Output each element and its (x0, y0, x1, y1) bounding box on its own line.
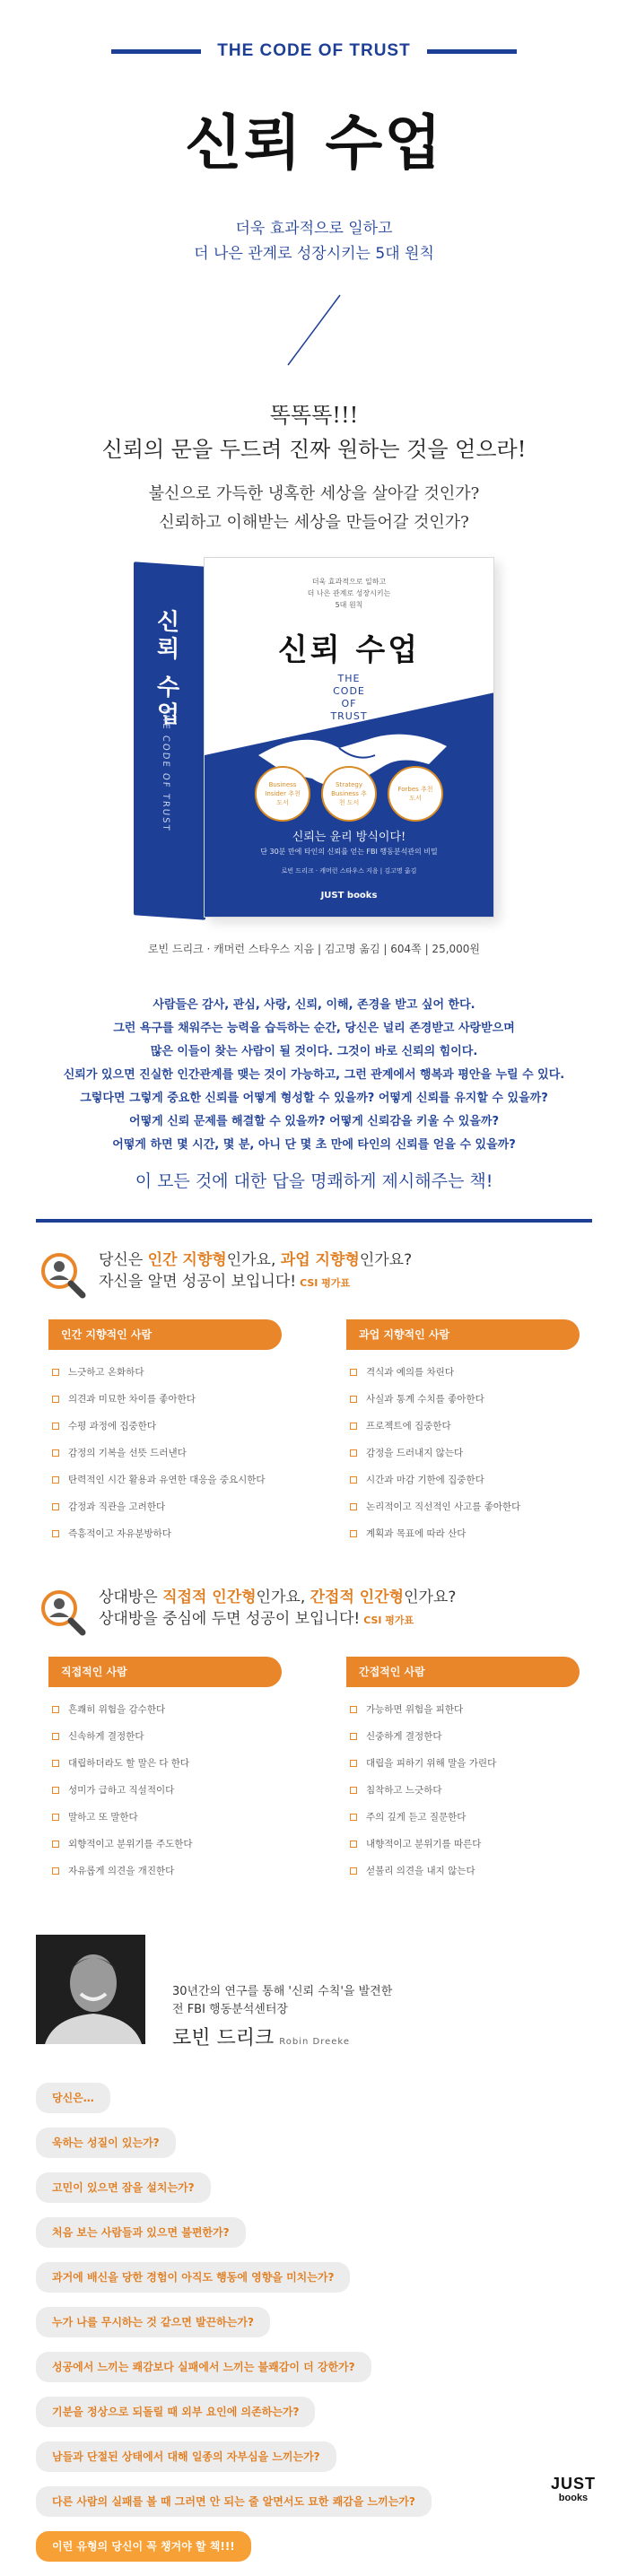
question-bubble: 고민이 있으면 잠을 설치는가? (36, 2172, 211, 2203)
q-text: 인가요, (256, 1588, 310, 1606)
header-eyebrow: THE CODE OF TRUST (217, 41, 411, 60)
book-front (204, 557, 494, 918)
checklist-item[interactable] (48, 1804, 282, 1831)
item-label: 수평 과정에 집중한다 (68, 1421, 156, 1432)
column-header: 직접적인 사람 (48, 1657, 282, 1687)
book-credits: 로빈 드리크 · 캐머런 스타우스 지음 | 김고명 옮김 | 604쪽 | 25,000원 (147, 943, 481, 955)
checkbox-icon[interactable] (350, 1530, 357, 1537)
checklist-item[interactable] (48, 1440, 282, 1466)
cover-badges (205, 766, 493, 822)
column-right (346, 1657, 580, 1884)
item-label: 침착하고 느긋하다 (366, 1785, 442, 1796)
cover-title: 신뢰 수업 (277, 632, 421, 668)
checkbox-icon[interactable] (350, 1423, 357, 1430)
author-name-english: Robin Dreeke (279, 2037, 351, 2047)
checklist-item[interactable] (346, 1750, 580, 1777)
desc-line-7: 어떻게 하면 몇 시간, 몇 분, 아니 단 몇 초 만에 타인의 신뢰를 얻을 수 있을까? (112, 1138, 516, 1152)
q-text: 당신은 (99, 1251, 148, 1269)
checklist (346, 1359, 580, 1547)
checklist-item[interactable] (48, 1493, 282, 1520)
question-bubble: 과거에 배신을 당한 경험이 아직도 행동에 영향을 미치는가? (36, 2262, 350, 2293)
author-line-2: 전 FBI 행동분석센터장 (172, 2003, 288, 2016)
q-highlight-2: 간접적 인간형 (310, 1588, 405, 1606)
badge-1: Business Insider 추천 도서 (255, 766, 310, 822)
quiz-question-line-2 (99, 1271, 412, 1294)
column-header: 과업 지향적인 사람 (346, 1319, 580, 1350)
csi-tag: CSI 평가표 (363, 1614, 414, 1626)
cover-quote: 신뢰는 윤리 방식이다! (292, 831, 406, 844)
checklist-item[interactable] (346, 1520, 580, 1547)
decorative-slash (0, 292, 628, 369)
checkbox-icon[interactable] (350, 1814, 357, 1821)
header-bar (0, 0, 628, 61)
bubble-row (36, 2307, 592, 2352)
book-cover (134, 557, 494, 918)
checklist-item[interactable] (346, 1440, 580, 1466)
hook-question (0, 480, 628, 537)
question-bubble: 당신은… (36, 2083, 110, 2113)
checkbox-icon[interactable] (350, 1449, 357, 1457)
quiz-question-line-1 (99, 1587, 456, 1608)
item-label: 대립하더라도 할 말은 다 한다 (68, 1758, 190, 1769)
hook-headline: 신뢰의 문을 두드려 진짜 원하는 것을 얻으라! (101, 437, 527, 462)
q-text: 인가요? (359, 1251, 413, 1269)
cover-publisher: JUST books (320, 891, 378, 901)
checkbox-icon[interactable] (52, 1503, 59, 1510)
checklist-item[interactable] (346, 1723, 580, 1750)
desc-line-3: 많은 이들이 찾는 사람이 될 것이다. 그것이 바로 신뢰의 힘이다. (150, 1045, 478, 1058)
checkbox-icon[interactable] (52, 1841, 59, 1848)
checklist-item[interactable] (346, 1831, 580, 1858)
checklist-item[interactable] (48, 1359, 282, 1386)
quiz-header (36, 1587, 592, 1637)
checkbox-icon[interactable] (350, 1867, 357, 1875)
q-text: 상대방을 중심에 두면 성공이 보입니다! (99, 1610, 361, 1628)
question-bubble: 성공에서 느끼는 쾌감보다 실패에서 느끼는 불쾌감이 더 강한가? (36, 2352, 371, 2382)
checklist-item[interactable] (48, 1831, 282, 1858)
closing-bubble: 이런 유형의 당신이 꼭 챙겨야 할 책!!! (36, 2531, 251, 2562)
bubble-row (36, 2172, 592, 2217)
checklist-item[interactable] (346, 1804, 580, 1831)
checkbox-icon[interactable] (52, 1787, 59, 1794)
question-bubble: 다른 사람의 실패를 볼 때 그러면 안 되는 줄 알면서도 묘한 쾌감을 느끼는가? (36, 2486, 432, 2517)
item-label: 가능하면 위험을 피한다 (366, 1704, 464, 1715)
spine-subtitle: THE CODE OF TRUST (161, 707, 170, 832)
q-highlight-1: 직접적 인간형 (162, 1588, 257, 1606)
q-highlight-2: 과업 지향형 (280, 1251, 360, 1269)
checkbox-icon[interactable] (350, 1841, 357, 1848)
magnifier-person-icon (36, 1587, 86, 1637)
item-label: 느긋하고 온화하다 (68, 1367, 144, 1378)
checkbox-icon[interactable] (350, 1476, 357, 1484)
checkbox-icon[interactable] (52, 1760, 59, 1767)
header-rule-right (427, 49, 517, 54)
subtitle-line-1: 더욱 효과적으로 일하고 (235, 220, 393, 238)
q-text: 인가요? (404, 1588, 457, 1606)
desc-line-4: 신뢰가 있으면 진실한 인간관계를 맺는 것이 가능하고, 그런 관계에서 행복과 평안을 누릴 수 있다. (63, 1068, 565, 1082)
checkbox-icon[interactable] (52, 1396, 59, 1403)
quiz-question (99, 1249, 412, 1294)
checklist-item[interactable] (346, 1777, 580, 1804)
item-label: 흔쾌히 위험을 감수한다 (68, 1704, 166, 1715)
quiz-question-line-2 (99, 1608, 456, 1632)
author-name: 로빈 드리크 (172, 2027, 275, 2049)
item-label: 의견과 미묘한 차이를 좋아한다 (68, 1394, 196, 1405)
q-text: 상대방은 (99, 1588, 163, 1606)
item-label: 신속하게 결정한다 (68, 1731, 144, 1742)
checklist-item[interactable] (48, 1858, 282, 1884)
checkbox-icon[interactable] (52, 1814, 59, 1821)
csi-tag: CSI 평가표 (300, 1277, 351, 1289)
column-header: 인간 지향적인 사람 (48, 1319, 282, 1350)
item-label: 감정의 기복을 선뜻 드러낸다 (68, 1448, 187, 1458)
item-label: 격식과 예의를 차린다 (366, 1367, 454, 1378)
column-right (346, 1319, 580, 1547)
checklist-item[interactable] (346, 1413, 580, 1440)
checkbox-icon[interactable] (350, 1503, 357, 1510)
item-label: 프로젝트에 집중한다 (366, 1421, 451, 1432)
item-label: 자유롭게 의견을 개진한다 (68, 1866, 175, 1876)
item-label: 주의 깊게 듣고 질문한다 (366, 1812, 467, 1823)
header-rule-left (111, 49, 201, 54)
quiz-question-line-1 (99, 1249, 412, 1271)
bubble-row (36, 2128, 592, 2172)
logo-books: books (558, 2493, 589, 2503)
checkbox-icon[interactable] (52, 1423, 59, 1430)
publisher-logo (551, 2476, 596, 2504)
author-photo (36, 1935, 145, 2044)
question-bubble: 욱하는 성질이 있는가? (36, 2128, 176, 2158)
question-bubble: 기분을 정상으로 되돌릴 때 외부 요인에 의존하는가? (36, 2397, 315, 2427)
item-label: 감정을 드러내지 않는다 (366, 1448, 464, 1458)
hook-knock: 똑똑똑!!! (269, 403, 359, 428)
column-header: 간접적인 사람 (346, 1657, 580, 1687)
bubble-row (36, 2352, 592, 2397)
checkbox-icon[interactable] (52, 1369, 59, 1376)
checklist-item[interactable] (346, 1386, 580, 1413)
bubble-row (36, 2531, 592, 2576)
item-label: 논리적이고 직선적인 사고를 좋아한다 (366, 1501, 521, 1512)
checklist-item[interactable] (346, 1858, 580, 1884)
bubble-row (36, 2441, 592, 2486)
item-label: 대립을 피하기 위해 말을 가린다 (366, 1758, 497, 1769)
desc-line-2: 그런 욕구를 채워주는 능력을 습득하는 순간, 당신은 널리 존경받고 사랑받으며 (113, 1022, 515, 1035)
checklist-item[interactable] (48, 1750, 282, 1777)
checklist-item[interactable] (48, 1386, 282, 1413)
item-label: 시간과 마감 기한에 집중한다 (366, 1475, 484, 1485)
hook-question-1: 불신으로 가득한 냉혹한 세상을 살아갈 것인가? (148, 484, 480, 503)
item-label: 외향적이고 분위기를 주도한다 (68, 1839, 193, 1849)
subtitle (0, 216, 628, 266)
item-label: 계획과 목표에 따라 산다 (366, 1528, 467, 1539)
item-label: 내향적이고 분위기를 따른다 (366, 1839, 482, 1849)
author-name-row (172, 2023, 392, 2050)
cover-english-title: THE CODE OF TRUST (330, 673, 368, 722)
logo-just: JUST (550, 2475, 596, 2493)
checkbox-icon[interactable] (52, 1476, 59, 1484)
bubble-row (36, 2262, 592, 2307)
desc-line-1: 사람들은 감사, 관심, 사랑, 신뢰, 이해, 존경을 받고 싶어 한다. (153, 998, 475, 1012)
column-left (48, 1319, 282, 1547)
author-info (172, 1983, 392, 2050)
checklist-item[interactable] (48, 1466, 282, 1493)
checklist-item[interactable] (346, 1696, 580, 1723)
checkbox-icon[interactable] (350, 1396, 357, 1403)
cover-authors: 로빈 드리크 · 캐머런 스타우스 지음 | 김고명 옮김 (281, 867, 417, 875)
quiz-question (99, 1587, 456, 1632)
cover-tagline: 더욱 효과적으로 일하고 더 나은 관계로 성장시키는 5대 원칙 (307, 578, 391, 609)
author-section (36, 1935, 592, 2050)
item-label: 탄력적인 시간 활용과 유연한 대응을 중요시한다 (68, 1475, 266, 1485)
page-title: 신뢰 수업 (184, 109, 443, 178)
q-text: 자신을 알면 성공이 보입니다! (99, 1273, 297, 1291)
bubble-row (36, 2397, 592, 2441)
checkbox-icon[interactable] (350, 1369, 357, 1376)
checkbox-icon[interactable] (350, 1760, 357, 1767)
desc-line-6: 어떻게 신뢰 문제를 해결할 수 있을까? 어떻게 신뢰감을 키울 수 있을까? (129, 1115, 499, 1128)
book-cover-wrap (0, 557, 628, 918)
question-bubble: 남들과 단절된 상태에서 대해 일종의 자부심을 느끼는가? (36, 2441, 336, 2472)
checklist (346, 1696, 580, 1884)
checkbox-icon[interactable] (52, 1733, 59, 1740)
checklist-item[interactable] (346, 1466, 580, 1493)
conclusion: 이 모든 것에 대한 답을 명쾌하게 제시해주는 책! (135, 1171, 493, 1191)
checkbox-icon[interactable] (52, 1530, 59, 1537)
item-label: 성미가 급하고 직설적이다 (68, 1785, 175, 1796)
badge-2: Strategy Business 추천 도서 (321, 766, 377, 822)
checkbox-icon[interactable] (350, 1706, 357, 1713)
item-label: 감정과 직관을 고려한다 (68, 1501, 166, 1512)
item-label: 사실과 통계 수치를 좋아한다 (366, 1394, 484, 1405)
checkbox-icon[interactable] (52, 1867, 59, 1875)
checklist-item[interactable] (48, 1777, 282, 1804)
bubble-row (36, 2217, 592, 2262)
checkbox-icon[interactable] (52, 1706, 59, 1713)
subtitle-line-2: 더 나은 관계로 성장시키는 5대 원칙 (194, 245, 434, 263)
author-line-1: 30년간의 연구를 통해 '신뢰 수칙'을 발견한 (172, 1985, 393, 1998)
q-highlight-1: 인간 지향형 (147, 1251, 227, 1269)
hook (0, 399, 628, 537)
section-divider (36, 1219, 592, 1223)
checklist-item[interactable] (48, 1520, 282, 1547)
item-label: 신중하게 결정한다 (366, 1731, 442, 1742)
spine-title: 신뢰 수업 (153, 607, 179, 729)
checklist-item[interactable] (346, 1493, 580, 1520)
hook-question-2: 신뢰하고 이해받는 세상을 만들어갈 것인가? (159, 513, 469, 532)
checklist-item[interactable] (48, 1723, 282, 1750)
desc-line-5: 그렇다면 그렇게 중요한 신뢰를 어떻게 형성할 수 있을까? 어떻게 신뢰를 유지할 수 있을까? (80, 1092, 548, 1105)
checklist-item[interactable] (48, 1696, 282, 1723)
bubble-row (36, 2486, 592, 2531)
quiz-columns (36, 1319, 592, 1547)
column-left (48, 1657, 282, 1884)
badge-3: Forbes 추천 도서 (388, 766, 443, 822)
item-label: 즉흥적이고 자유분방하다 (68, 1528, 171, 1539)
cover-quote-sub: 단 30분 만에 타인의 신뢰를 얻는 FBI 행동분석관의 비밀 (260, 848, 438, 856)
q-text: 인가요, (226, 1251, 281, 1269)
book-description (0, 994, 628, 1157)
checkbox-icon[interactable] (350, 1787, 357, 1794)
quiz-header (36, 1249, 592, 1300)
slash-line-icon (274, 292, 354, 369)
checkbox-icon[interactable] (52, 1449, 59, 1457)
quiz-orientation (36, 1249, 592, 1547)
question-bubble: 누가 나를 무시하는 것 같으면 발끈하는가? (36, 2307, 270, 2337)
magnifier-person-icon (36, 1249, 86, 1300)
checklist-item[interactable] (346, 1359, 580, 1386)
book-spine (134, 561, 205, 920)
checkbox-icon[interactable] (350, 1733, 357, 1740)
checklist (48, 1696, 282, 1884)
quiz-columns (36, 1657, 592, 1884)
question-bubble: 처음 보는 사람들과 있으면 불편한가? (36, 2217, 246, 2248)
checklist (48, 1359, 282, 1547)
item-label: 말하고 또 말한다 (68, 1812, 138, 1823)
bubble-row (36, 2083, 592, 2128)
checklist-item[interactable] (48, 1413, 282, 1440)
item-label: 섣불리 의견을 내지 않는다 (366, 1866, 475, 1876)
question-bubbles (36, 2083, 592, 2576)
quiz-communication (36, 1587, 592, 1884)
